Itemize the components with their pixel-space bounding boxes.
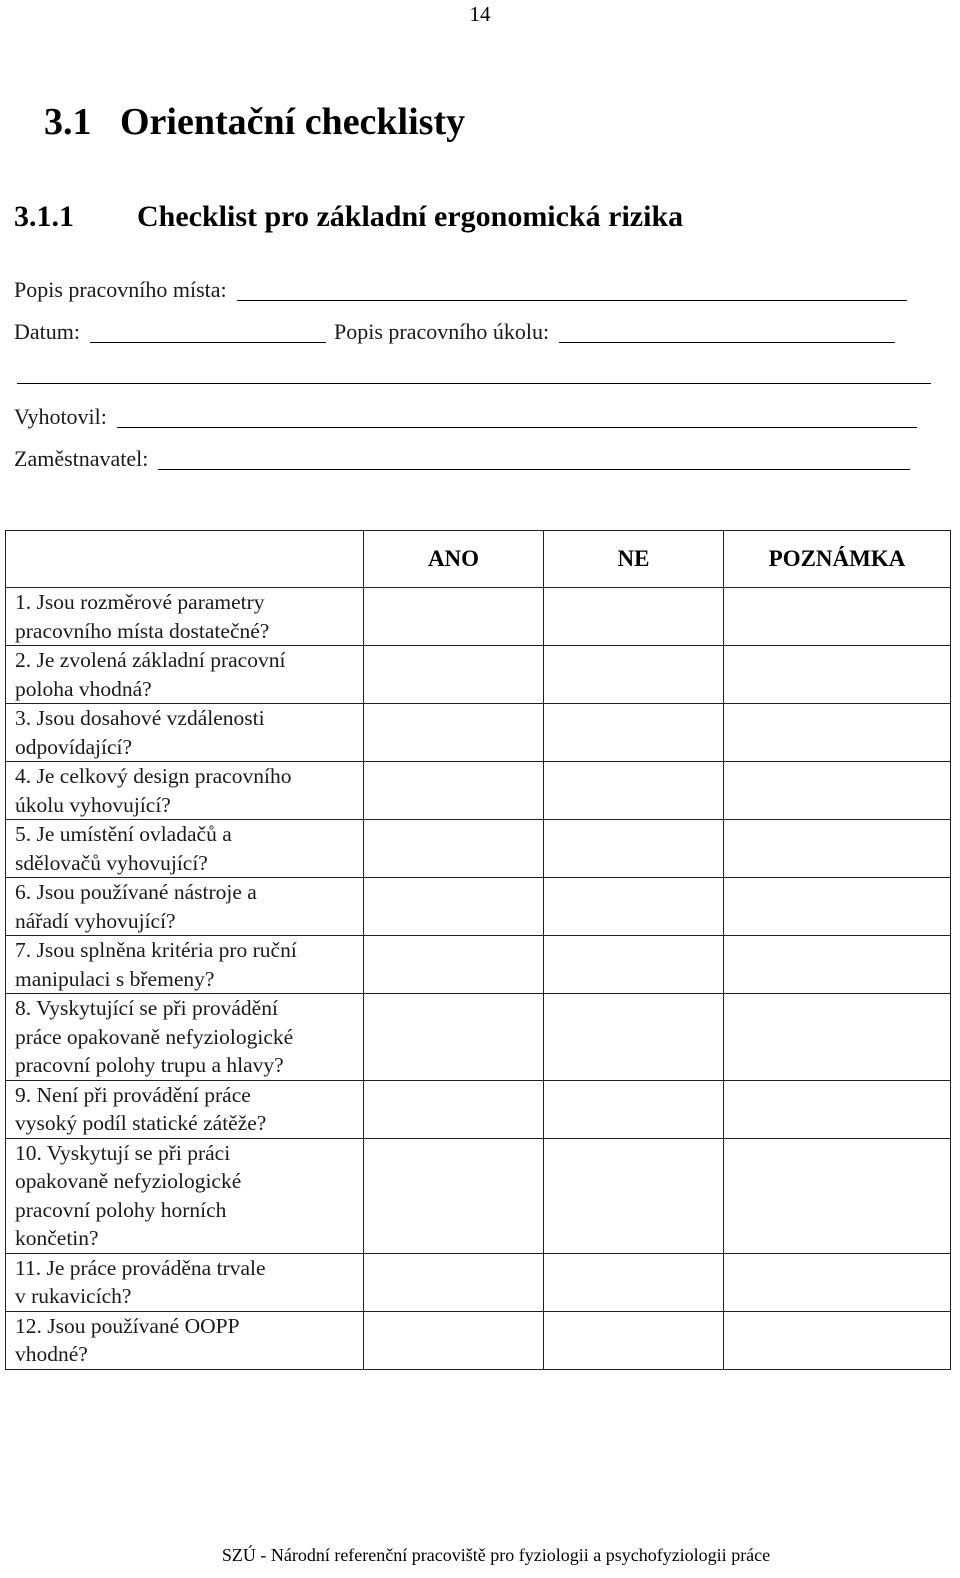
table-row (6, 704, 951, 762)
subsection-title: Checklist pro základní ergonomická rizika (137, 200, 684, 233)
question-text-line: odpovídající? (15, 734, 133, 759)
ano-cell[interactable] (364, 1311, 544, 1369)
author-blank-line[interactable] (117, 426, 917, 428)
table-row (6, 936, 951, 994)
ano-cell[interactable] (364, 704, 544, 762)
ano-cell[interactable] (364, 588, 544, 646)
ne-cell[interactable] (544, 820, 724, 878)
table-row (6, 762, 951, 820)
ano-cell[interactable] (364, 994, 544, 1081)
question-cell (6, 1311, 364, 1369)
question-text-line: pracovního místa dostatečné? (15, 618, 270, 643)
question-cell (6, 1080, 364, 1138)
note-cell[interactable] (724, 1311, 951, 1369)
question-cell (6, 646, 364, 704)
page-number: 14 (469, 2, 491, 26)
question-text-line: 11. Je práce prováděna trvale (15, 1255, 266, 1280)
table-header-row (6, 531, 951, 588)
task-continuation-line[interactable] (17, 383, 931, 384)
question-text-line: vysoký podíl statické zátěže? (15, 1111, 267, 1135)
question-text-line: 7. Jsou splněna kritéria pro ruční (15, 938, 297, 962)
date-blank-line[interactable] (90, 341, 326, 343)
ano-cell[interactable] (364, 1253, 544, 1311)
table-row (6, 1311, 951, 1369)
question-text-line: vhodné? (15, 1342, 88, 1366)
ne-cell[interactable] (544, 878, 724, 936)
checklist-body (6, 588, 951, 1370)
question-text-line: 10. Vyskytují se při práci (15, 1140, 231, 1165)
note-cell[interactable] (724, 1253, 951, 1311)
question-text-line: 2. Je zvolená základní pracovní (15, 648, 286, 672)
subsection-heading (14, 200, 683, 234)
ne-cell[interactable] (544, 1253, 724, 1311)
note-cell[interactable] (724, 936, 951, 994)
question-text-line: poloha vhodná? (15, 676, 152, 701)
employer-blank-line[interactable] (158, 468, 910, 470)
date-label: Datum: (14, 319, 80, 344)
table-row (6, 1253, 951, 1311)
note-cell[interactable] (724, 994, 951, 1081)
question-cell (6, 588, 364, 646)
header-ano: ANO (364, 531, 544, 588)
ne-cell[interactable] (544, 936, 724, 994)
ne-cell[interactable] (544, 588, 724, 646)
note-cell[interactable] (724, 820, 951, 878)
question-text-line: úkolu vyhovující? (15, 792, 171, 817)
question-text-line: sdělovačů vyhovující? (15, 850, 208, 875)
question-cell (6, 1138, 364, 1253)
question-text-line: 3. Jsou dosahové vzdálenosti (15, 706, 265, 730)
note-cell[interactable] (724, 1080, 951, 1138)
page-footer (0, 1545, 960, 1566)
table-row (6, 820, 951, 878)
note-cell[interactable] (724, 646, 951, 704)
table-row (6, 994, 951, 1081)
question-text-line: práce opakovaně nefyziologické (15, 1024, 294, 1049)
workplace-field (14, 277, 907, 303)
question-cell (6, 1253, 364, 1311)
ano-cell[interactable] (364, 1080, 544, 1138)
question-text-line: pracovní polohy horních (15, 1197, 227, 1222)
question-cell (6, 994, 364, 1081)
header-poznamka: POZNÁMKA (724, 531, 951, 588)
note-cell[interactable] (724, 704, 951, 762)
table-row (6, 588, 951, 646)
footer-text: SZÚ - Národní referenční pracoviště pro fyziologii a psychofyziologii práce (221, 1545, 771, 1565)
note-cell[interactable] (724, 762, 951, 820)
question-text-line: 9. Není při provádění práce (15, 1082, 251, 1107)
note-cell[interactable] (724, 1138, 951, 1253)
question-text-line: 12. Jsou používané OOPP (15, 1313, 240, 1338)
ano-cell[interactable] (364, 1138, 544, 1253)
ano-cell[interactable] (364, 762, 544, 820)
question-text-line: pracovní polohy trupu a hlavy? (15, 1053, 284, 1077)
employer-label: Zaměstnavatel: (14, 446, 149, 471)
section-number: 3.1 (44, 101, 92, 143)
ano-cell[interactable] (364, 878, 544, 936)
question-cell (6, 704, 364, 762)
author-label: Vyhotovil: (14, 404, 107, 429)
note-cell[interactable] (724, 878, 951, 936)
ne-cell[interactable] (544, 762, 724, 820)
ne-cell[interactable] (544, 1311, 724, 1369)
table-row (6, 646, 951, 704)
question-text-line: 5. Je umístění ovladačů a (15, 822, 232, 846)
section-title: Orientační checklisty (120, 101, 466, 143)
question-text-line: opakovaně nefyziologické (15, 1169, 242, 1193)
header-question (6, 531, 364, 588)
author-field (14, 404, 917, 430)
question-cell (6, 762, 364, 820)
ne-cell[interactable] (544, 1138, 724, 1253)
ano-cell[interactable] (364, 936, 544, 994)
question-text-line: nářadí vyhovující? (15, 908, 176, 933)
question-cell (6, 820, 364, 878)
checklist-table (5, 530, 951, 1370)
ne-cell[interactable] (544, 1080, 724, 1138)
question-text-line: 4. Je celkový design pracovního (15, 764, 292, 788)
question-text-line: končetin? (15, 1226, 99, 1250)
question-text-line: 1. Jsou rozměrové parametry (15, 590, 265, 614)
note-cell[interactable] (724, 588, 951, 646)
section-heading (44, 100, 465, 144)
task-label: Popis pracovního úkolu: (334, 319, 550, 344)
question-text-line: manipulaci s břemeny? (15, 966, 215, 991)
question-cell (6, 936, 364, 994)
date-task-field (14, 319, 895, 345)
table-row (6, 1138, 951, 1253)
header-ne: NE (544, 531, 724, 588)
workplace-blank-line[interactable] (237, 299, 907, 301)
ano-cell[interactable] (364, 820, 544, 878)
question-text-line: 8. Vyskytující se při provádění (15, 996, 278, 1020)
ano-cell[interactable] (364, 646, 544, 704)
subsection-number: 3.1.1 (14, 200, 74, 233)
question-text-line: 6. Jsou používané nástroje a (15, 880, 257, 904)
table-row (6, 1080, 951, 1138)
question-cell (6, 878, 364, 936)
employer-field (14, 446, 910, 472)
table-row (6, 878, 951, 936)
ne-cell[interactable] (544, 646, 724, 704)
workplace-label: Popis pracovního místa: (14, 277, 227, 302)
ne-cell[interactable] (544, 704, 724, 762)
question-text-line: v rukavicích? (15, 1284, 132, 1308)
task-blank-line[interactable] (559, 341, 895, 343)
ne-cell[interactable] (544, 994, 724, 1081)
